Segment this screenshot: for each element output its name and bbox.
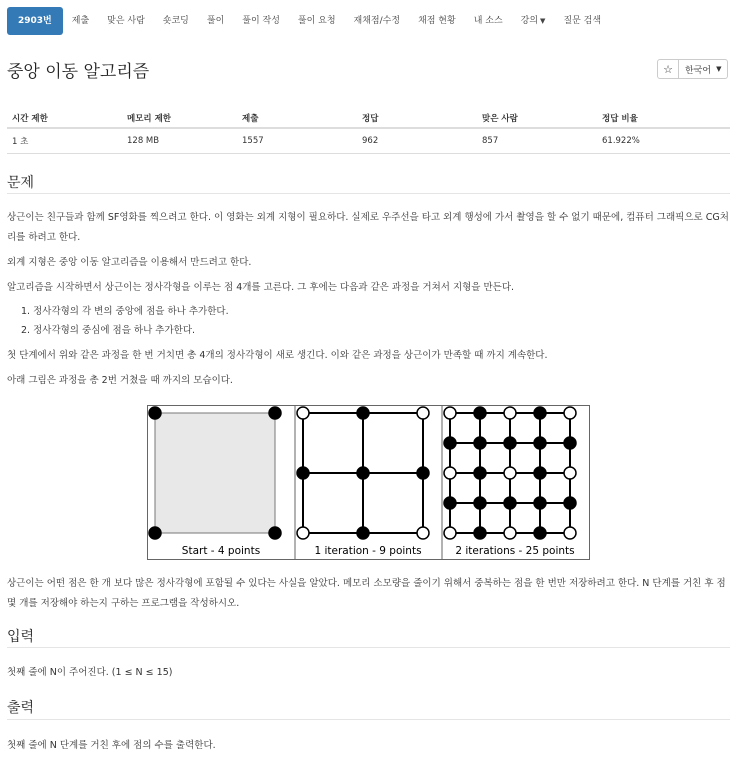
header-accept-ratio: 정답 비율: [597, 108, 730, 128]
tab-status[interactable]: 채점 현황: [418, 16, 456, 26]
tab-question-search[interactable]: 질문 검색: [563, 16, 602, 26]
header-solved-users: 맞은 사람: [477, 108, 597, 128]
caption-1-iteration: 1 iteration - 9 points: [314, 545, 422, 557]
previous-point: [444, 527, 456, 539]
new-point: [534, 437, 546, 449]
previous-point: [504, 407, 516, 419]
previous-point: [564, 527, 576, 539]
tab-write-solution[interactable]: 풀이 작성: [242, 16, 280, 26]
caret-down-icon: ▼: [716, 65, 722, 73]
input-description: 첫째 줄에 N이 주어진다. (1 ≤ N ≤ 15): [7, 667, 173, 678]
tab-lectures[interactable]: [512, 7, 555, 35]
accept-ratio-value: 61.922%: [597, 128, 730, 154]
divider: [7, 719, 730, 720]
previous-point: [417, 527, 429, 539]
new-point: [474, 497, 486, 509]
previous-point: [444, 407, 456, 419]
header-accepted: 정답: [357, 108, 477, 128]
problem-tools: [657, 59, 728, 79]
header-memory-limit: 메모리 제한: [122, 108, 237, 128]
new-point: [474, 467, 486, 479]
problem-paragraph-1b: 리를 하려고 한다.: [7, 232, 81, 243]
previous-point: [504, 527, 516, 539]
previous-point: [564, 407, 576, 419]
new-point: [504, 497, 516, 509]
problem-heading: 문제: [7, 175, 35, 191]
new-point: [444, 437, 456, 449]
new-point: [417, 467, 429, 479]
new-point: [269, 407, 281, 419]
previous-point: [444, 467, 456, 479]
tab-rejudge[interactable]: 재채점/수정: [353, 16, 401, 26]
memory-limit-value: 128 MB: [122, 128, 237, 154]
new-point: [297, 467, 309, 479]
divider: [7, 647, 730, 648]
input-heading: 입력: [7, 629, 35, 645]
output-heading: 출력: [7, 700, 35, 716]
problem-menu: [7, 7, 610, 35]
previous-point: [297, 407, 309, 419]
table-row: [7, 128, 730, 154]
caption-start: Start - 4 points: [181, 545, 261, 557]
problem-paragraph-4: 첫 단계에서 위와 같은 과정을 한 번 거치면 총 4개의 정사각형이 새로 생긴다. 이와 같은 과정을 상근이가 만족할 때 까지 계속한다.: [7, 350, 548, 361]
new-point: [474, 437, 486, 449]
table-header-row: [7, 108, 730, 128]
divider: [7, 193, 730, 194]
tab-solutions[interactable]: 풀이: [206, 16, 225, 26]
problem-paragraph-1a: 상근이는 친구들과 함께 SF영화를 찍으려고 한다. 이 영화는 외계 지형이 필요하다. 실제로 우주선을 타고 외계 행성에 가서 촬영을 할 수 없기 때문에, 컴퓨터 그래픽으로 CG처: [7, 212, 729, 223]
midpoint-iterations-figure: [147, 405, 590, 560]
list-item: 1. 정사각형의 각 변의 중앙에 점을 하나 추가한다.: [21, 306, 229, 317]
new-point: [534, 527, 546, 539]
new-point: [564, 497, 576, 509]
tab-problem[interactable]: 2903번: [7, 7, 63, 35]
star-icon: ☆: [663, 62, 673, 76]
new-point: [474, 527, 486, 539]
new-point: [444, 497, 456, 509]
problem-paragraph-6a: 상근이는 어떤 점은 한 개 보다 많은 정사각형에 포함될 수 있다는 사실을 알았다. 메모리 소모량을 줄이기 위해서 중복하는 점을 한 번만 저장하려고 한다. N 단계를 거친 후 점: [7, 578, 726, 589]
submissions-value: 1557: [237, 128, 357, 154]
new-point: [474, 407, 486, 419]
previous-point: [504, 467, 516, 479]
tab-my-source[interactable]: 내 소스: [473, 16, 503, 26]
header-submissions: 제출: [237, 108, 357, 128]
square: [155, 413, 275, 533]
new-point: [504, 437, 516, 449]
time-limit-value: 1 초: [7, 128, 122, 154]
new-point: [269, 527, 281, 539]
header-time-limit: 시간 제한: [7, 108, 122, 128]
problem-paragraph-6b: 몇 개를 저장해야 하는지 구하는 프로그램을 작성하시오.: [7, 598, 240, 609]
new-point: [534, 497, 546, 509]
problem-paragraph-3: 알고리즘을 시작하면서 상근이는 정사각형을 이루는 점 4개를 고른다. 그 후에는 다음과 같은 과정을 거쳐서 지형을 만든다.: [7, 282, 515, 293]
solved-users-value: 857: [477, 128, 597, 154]
panel-start: [149, 407, 281, 539]
tab-submit[interactable]: 제출: [71, 16, 90, 26]
star-button[interactable]: [657, 59, 679, 79]
list-item: 2. 정사각형의 중심에 점을 하나 추가한다.: [21, 325, 196, 336]
problem-info-table: [7, 108, 730, 154]
problem-paragraph-2: 외계 지형은 중앙 이동 알고리즘을 이용해서 만드려고 한다.: [7, 257, 252, 268]
language-dropdown[interactable]: [679, 59, 728, 79]
previous-point: [297, 527, 309, 539]
new-point: [357, 527, 369, 539]
new-point: [534, 407, 546, 419]
language-label: 한국어: [685, 65, 712, 76]
new-point: [534, 467, 546, 479]
caption-2-iterations: 2 iterations - 25 points: [455, 545, 575, 557]
previous-point: [417, 407, 429, 419]
previous-point: [564, 467, 576, 479]
new-point: [357, 407, 369, 419]
accepted-value: 962: [357, 128, 477, 154]
output-description: 첫째 줄에 N 단계를 거친 후에 점의 수를 출력한다.: [7, 740, 216, 751]
problem-paragraph-5: 아래 그림은 과정을 총 2번 거쳤을 때 까지의 모습이다.: [7, 375, 233, 386]
tab-short-coding[interactable]: 숏코딩: [162, 16, 189, 26]
tab-solved-users[interactable]: 맞은 사람: [107, 16, 145, 26]
page-title: 중앙 이동 알고리즘: [7, 62, 150, 82]
tab-request-solution[interactable]: 풀이 요청: [297, 16, 336, 26]
new-point: [357, 467, 369, 479]
tab-lectures-label: 강의: [520, 16, 539, 26]
new-point: [149, 527, 161, 539]
new-point: [149, 407, 161, 419]
caret-down-icon: ▼: [540, 17, 546, 25]
new-point: [564, 437, 576, 449]
